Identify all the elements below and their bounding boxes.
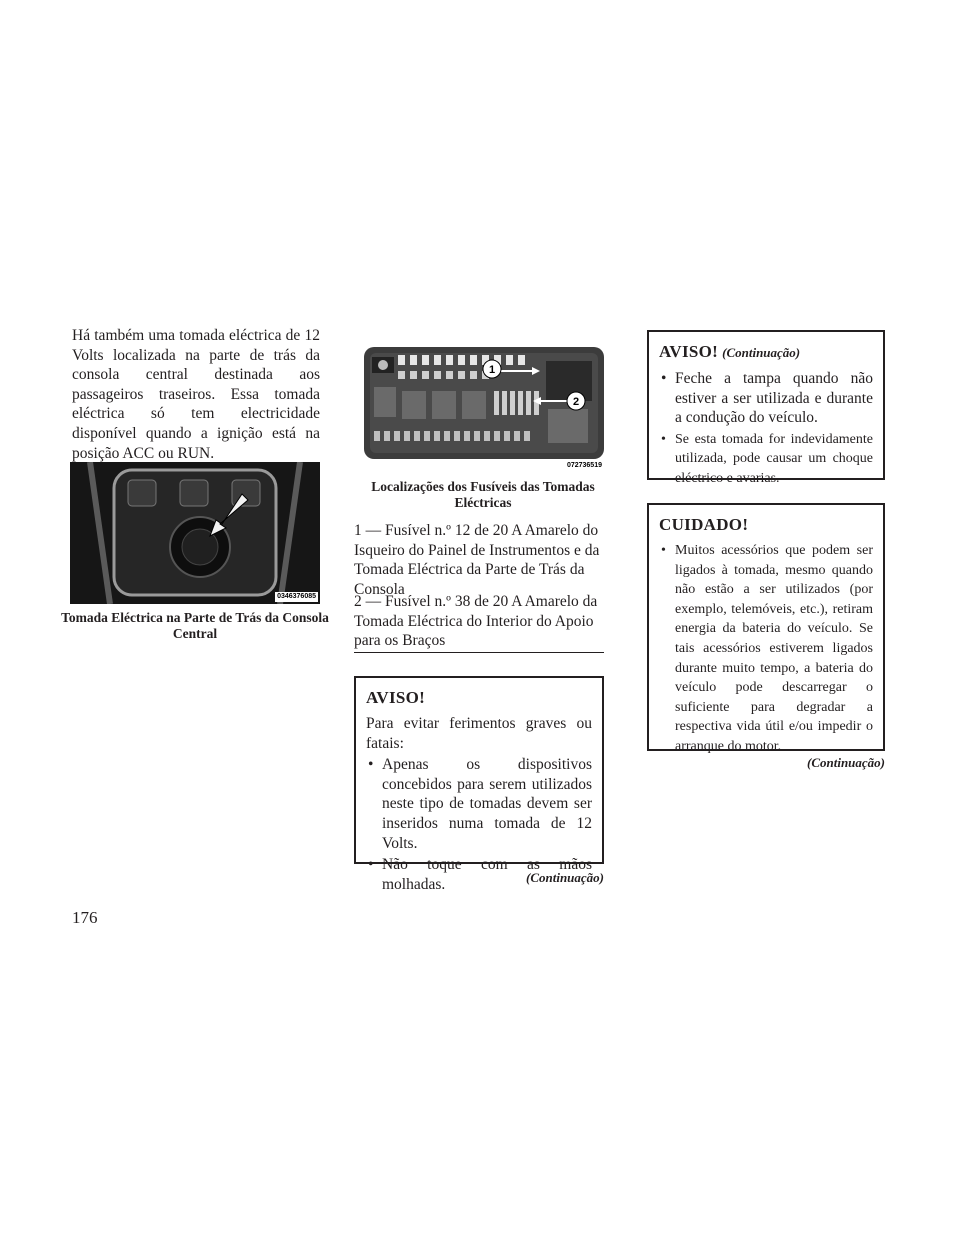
warning-title: AVISO! [366, 688, 426, 707]
warning-continued-list [659, 369, 873, 489]
warning-continued-box [647, 330, 885, 486]
legend-item-1: 1 — Fusível n.º 12 de 20 A Amarelo do Isqueiro do Painel de Instrumentos e da Tomada Eléctrica da Parte de Trás da Consola [354, 522, 600, 598]
warning-continued-title: AVISO! (Continuação) [659, 342, 801, 361]
warning-item: • Se esta tomada for indevidamente utilizada, pode causar um choque eléctrico e avarias. [661, 431, 873, 486]
continued-note: (Continuação) [525, 870, 604, 885]
warning-item: • Feche a tampa quando não estiver a ser utilizada e durante a condução do veículo. [661, 370, 873, 427]
legend-item-2: 2 — Fusível n.º 38 de 20 A Amarelo da Tomada Eléctrica do Interior do Apoio para os Braços [354, 593, 598, 650]
caution-title: CUIDADO! [659, 515, 749, 534]
photo-reference-id: 0346376085 [277, 593, 316, 600]
warning-intro: Para evitar ferimentos graves ou fatais: [366, 715, 592, 752]
page-number: 176 [72, 908, 98, 927]
callout-1: 1 [488, 364, 496, 376]
intro-paragraph: Há também uma tomada eléctrica de 12 Volts localizada na parte de trás da consola central destinada aos passageiros traseiros. Essa tomada eléctrica só tem electricidade disponível quando a ignição está na posição ACC ou RUN. [72, 327, 320, 462]
fuse-box-photo [364, 347, 604, 471]
fuse-box-caption: Localizações dos Fusíveis das Tomadas Eléctricas [371, 479, 595, 510]
caution-item: • Muitos acessórios que podem ser ligados à tomada, mesmo quando não estão a ser utilizados (por exemplo, telemóveis, etc.), retiram energia da bateria do veículo. Se tais acessórios estiverem ligados durante muito tempo, a bateria do veículo pode descarregar o suficiente para degradar a respectiva vida útil e/ou impedir o arranque do motor. [661, 543, 873, 754]
continued-note: (Continuação) [806, 755, 885, 770]
caution-box [647, 503, 885, 754]
photo-reference-id: 072736519 [566, 462, 602, 469]
callout-2: 2 [572, 396, 580, 408]
rear-console-outlet-photo [70, 462, 320, 604]
fuse-box-illustration [364, 347, 604, 471]
caution-list [659, 541, 873, 757]
section-divider [354, 652, 604, 653]
console-outlet-illustration [70, 462, 320, 604]
warning-item: • Apenas os dispositivos concebidos para serem utilizados neste tipo de tomadas devem ser inseridos numa tomada de 12 Volts. [368, 756, 592, 852]
photo-caption: Tomada Eléctrica na Parte de Trás da Consola Central [61, 610, 329, 641]
warning-item: • Não toque com as mãos molhadas. [368, 856, 592, 893]
